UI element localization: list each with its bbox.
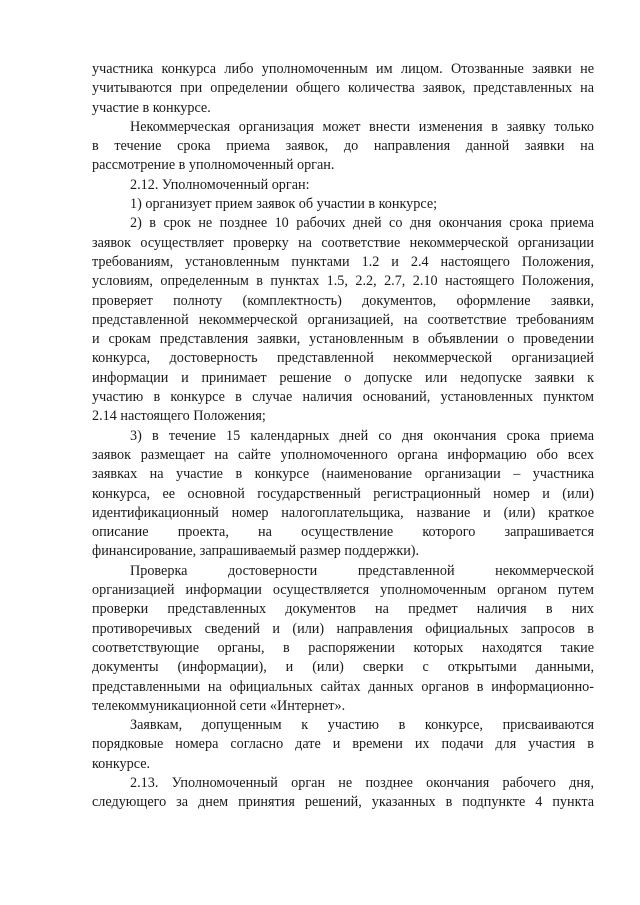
paragraph-line: условиям, определенным в пунктах 1.5, 2.2, 2.7, 2.10 настоящего Положения, xyxy=(92,273,594,290)
paragraph-line: заявках на участие в конкурсе (наименование организации – участника xyxy=(92,466,594,483)
paragraph-line: 2.14 настоящего Положения; xyxy=(92,408,266,425)
paragraph-line: идентификационный номер налогоплательщика, название и (или) краткое xyxy=(92,504,594,521)
paragraph-line: участие в конкурсе. xyxy=(92,99,211,116)
paragraph-line: заявок осуществляет проверку на соответствие некоммерческой организации xyxy=(92,234,594,251)
paragraph-line: 1) организует прием заявок об участии в конкурсе; xyxy=(130,196,438,213)
paragraph-line: соответствующие органы, в распоряжении которых находятся такие xyxy=(92,639,594,656)
paragraph-line: представленной некоммерческой организацией, на соответствие требованиям xyxy=(92,311,594,328)
paragraph-line: организацией информации осуществляется уполномоченным органом путем xyxy=(92,582,594,599)
paragraph-line: документы (информации), и (или) сверки с открытыми данными, xyxy=(92,659,594,676)
paragraph-line: Проверка достоверности представленной некоммерческой xyxy=(130,562,594,579)
paragraph-line: информации и принимает решение о допуске или недопуске заявки к xyxy=(92,369,594,386)
paragraph-line: Некоммерческая организация может внести изменения в заявку только xyxy=(130,118,594,135)
paragraph-line: проверяет полноту (комплектность) документов, оформление заявки, xyxy=(92,292,594,309)
paragraph-line: конкурса, ее основной государственный регистрационный номер и (или) xyxy=(92,485,594,502)
paragraph-line: и срокам представления заявки, установленным в объявлении о проведении xyxy=(92,331,594,348)
paragraph-line: заявок размещает на сайте уполномоченного органа информацию обо всех xyxy=(92,446,594,463)
paragraph-line: 3) в течение 15 календарных дней со дня окончания срока приема xyxy=(130,427,594,444)
paragraph-line: описание проекта, на осуществление которого запрашивается xyxy=(92,524,594,541)
paragraph-line: Заявкам, допущенным к участию в конкурсе, присваиваются xyxy=(130,717,594,734)
paragraph-line: 2) в срок не позднее 10 рабочих дней со дня окончания срока приема xyxy=(130,215,594,232)
document-body xyxy=(92,60,594,813)
paragraph-line: проверки представленных документов на предмет наличия в них xyxy=(92,601,594,618)
paragraph-line: 2.13. Уполномоченный орган не позднее окончания рабочего дня, xyxy=(130,774,594,791)
paragraph-line: требованиям, установленным пунктами 1.2 и 2.4 настоящего Положения, xyxy=(92,253,594,270)
paragraph-line: участника конкурса либо уполномоченным им лицом. Отозванные заявки не xyxy=(92,61,594,77)
paragraph-line: 2.12. Уполномоченный орган: xyxy=(130,176,310,193)
paragraph-line: следующего за днем принятия решений, указанных в подпункте 4 пункта xyxy=(92,794,594,811)
paragraph-line: противоречивых сведений и (или) направления официальных запросов в xyxy=(92,620,594,637)
paragraph-line: телекоммуникационной сети «Интернет». xyxy=(92,697,346,714)
paragraph-line: финансирование, запрашиваемый размер поддержки). xyxy=(92,543,420,560)
paragraph-line: порядковые номера согласно дате и времени их подачи для участия в xyxy=(92,736,594,753)
paragraph-line: в течение срока приема заявок, до направления данной заявки на xyxy=(92,138,594,155)
paragraph-line: конкурсе. xyxy=(92,755,151,772)
paragraph-line: конкурса, достоверность представленной некоммерческой организацией xyxy=(92,350,594,367)
paragraph-line: участию в конкурсе в случае наличия оснований, установленных пунктом xyxy=(92,389,594,406)
paragraph-line: учитываются при определении общего количества заявок, представленных на xyxy=(92,80,594,97)
paragraph-line: представленными на официальных сайтах данных органов в информационно- xyxy=(92,678,594,695)
paragraph-line: рассмотрение в уполномоченный орган. xyxy=(92,157,335,174)
